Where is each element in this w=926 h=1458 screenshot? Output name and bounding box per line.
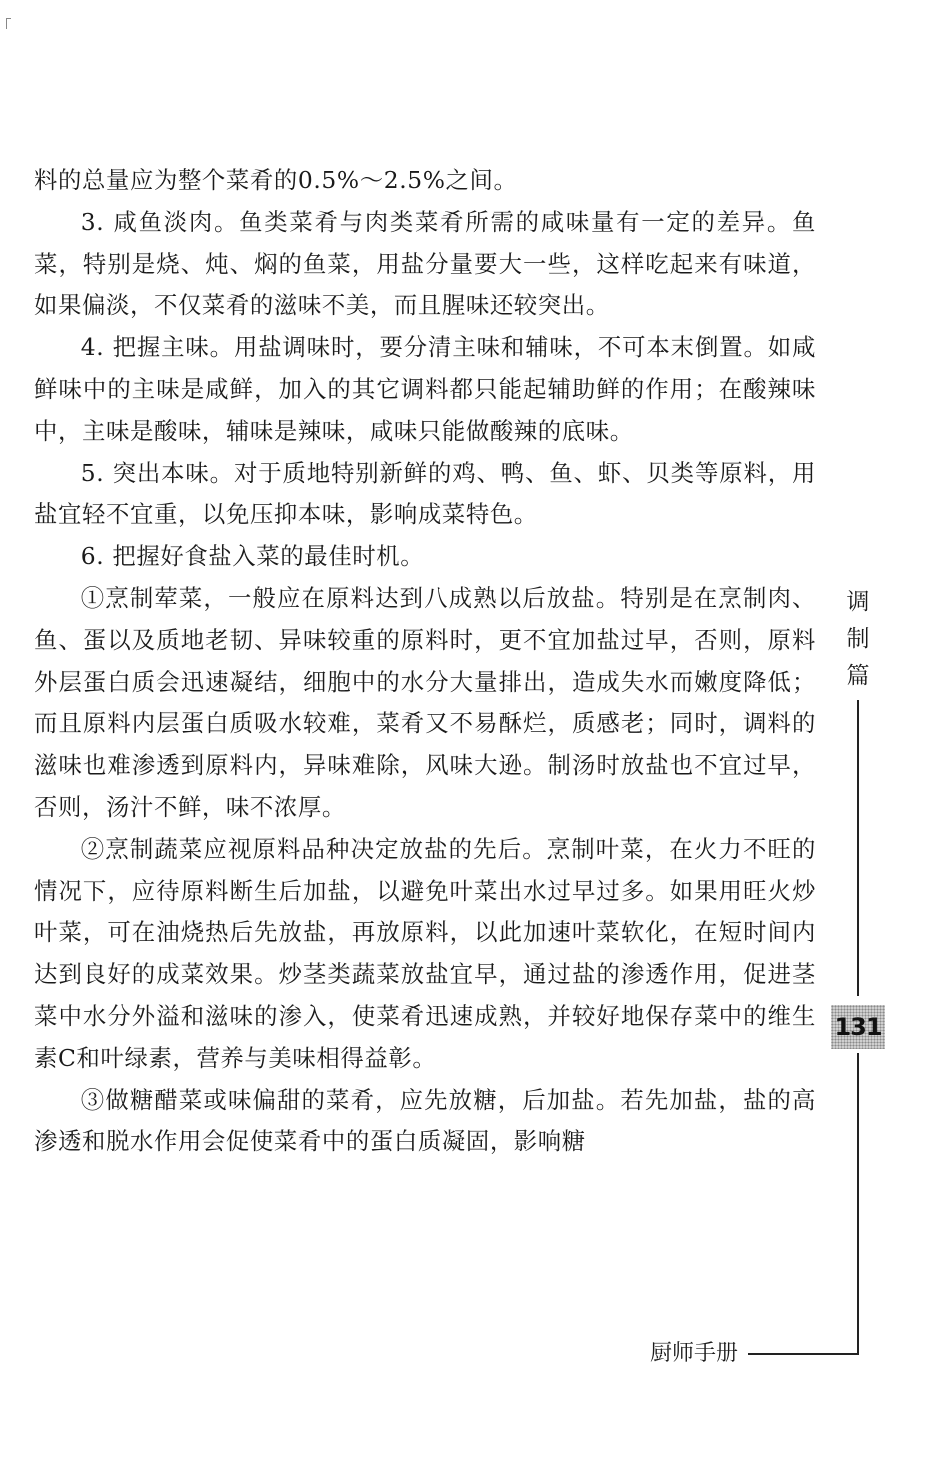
paragraph-2: 3. 咸鱼淡肉。鱼类菜肴与肉类菜肴所需的咸味量有一定的差异。鱼菜，特别是烧、炖、焖的鱼菜，用盐分量要大一些，这样吃起来有味道，如果偏淡，不仅菜肴的滋味不美，而且腥味还较突出。 (34, 207, 816, 320)
footer-book-title: 厨师手册 (650, 1341, 739, 1366)
paragraph-3: 4. 把握主味。用盐调味时，要分清主味和辅味，不可本末倒置。如咸鲜味中的主味是咸鲜，加入的其它调料都只能起辅助鲜的作用；在酸辣味中，主味是酸味，辅味是辣味，咸味只能做酸辣的底味。 (34, 333, 816, 445)
corner-crop-mark (6, 18, 11, 29)
side-title-char-2: 制 (846, 626, 870, 652)
section-side-title (845, 584, 871, 695)
footer-rule (748, 1353, 859, 1355)
side-title-char-3: 篇 (846, 663, 870, 689)
paragraph-1: 料的总量应为整个菜肴的0.5%～2.5%之间。 (34, 166, 518, 194)
side-rule-lower (857, 1053, 859, 1353)
paragraph-5: 6. 把握好食盐入菜的最佳时机。 (80, 542, 425, 571)
page-number: 131 (831, 1005, 885, 1049)
paragraph-7: ②烹制蔬菜应视原料品种决定放盐的先后。烹制叶菜，在火力不旺的情况下，应待原料断生后加盐，以避免叶菜出水过早过多。如果用旺火炒叶菜，可在油烧热后先放盐，再放原料，以此加速叶菜软化，在短时间内达到良好的成菜效果。炒茎类蔬菜放盐宜早，通过盐的渗透作用，促进茎菜中水分外溢和滋味的渗入，使菜肴迅速成熟，并较好地保存菜中的维生素C和叶绿素，营养与美味相得益彰。 (34, 834, 816, 1072)
side-title-char-1: 调 (846, 589, 870, 615)
paragraph-4: 5. 突出本味。对于质地特别新鲜的鸡、鸭、鱼、虾、贝类等原料，用盐宜轻不宜重，以免压抑本味，影响成菜特色。 (34, 458, 816, 529)
paragraph-6: ①烹制荤菜，一般应在原料达到八成熟以后放盐。特别是在烹制肉、鱼、蛋以及质地老韧、异味较重的原料时，更不宜加盐过早，否则，原料外层蛋白质会迅速凝结，细胞中的水分大量排出，造成失水而嫩度降低；而且原料内层蛋白质吸水较难，菜肴又不易酥烂，质感老；同时，调料的滋味也难渗透到原料内，异味难除，风味大逊。制汤时放盐也不宜过早，否则，汤汁不鲜，味不浓厚。 (34, 583, 816, 821)
body-text (34, 160, 816, 1163)
side-rule-upper (857, 700, 859, 996)
paragraph-8: ③做糖醋菜或味偏甜的菜肴，应先放糖，后加盐。若先加盐，盐的高渗透和脱水作用会促使菜肴中的蛋白质凝固，影响糖 (34, 1085, 816, 1156)
